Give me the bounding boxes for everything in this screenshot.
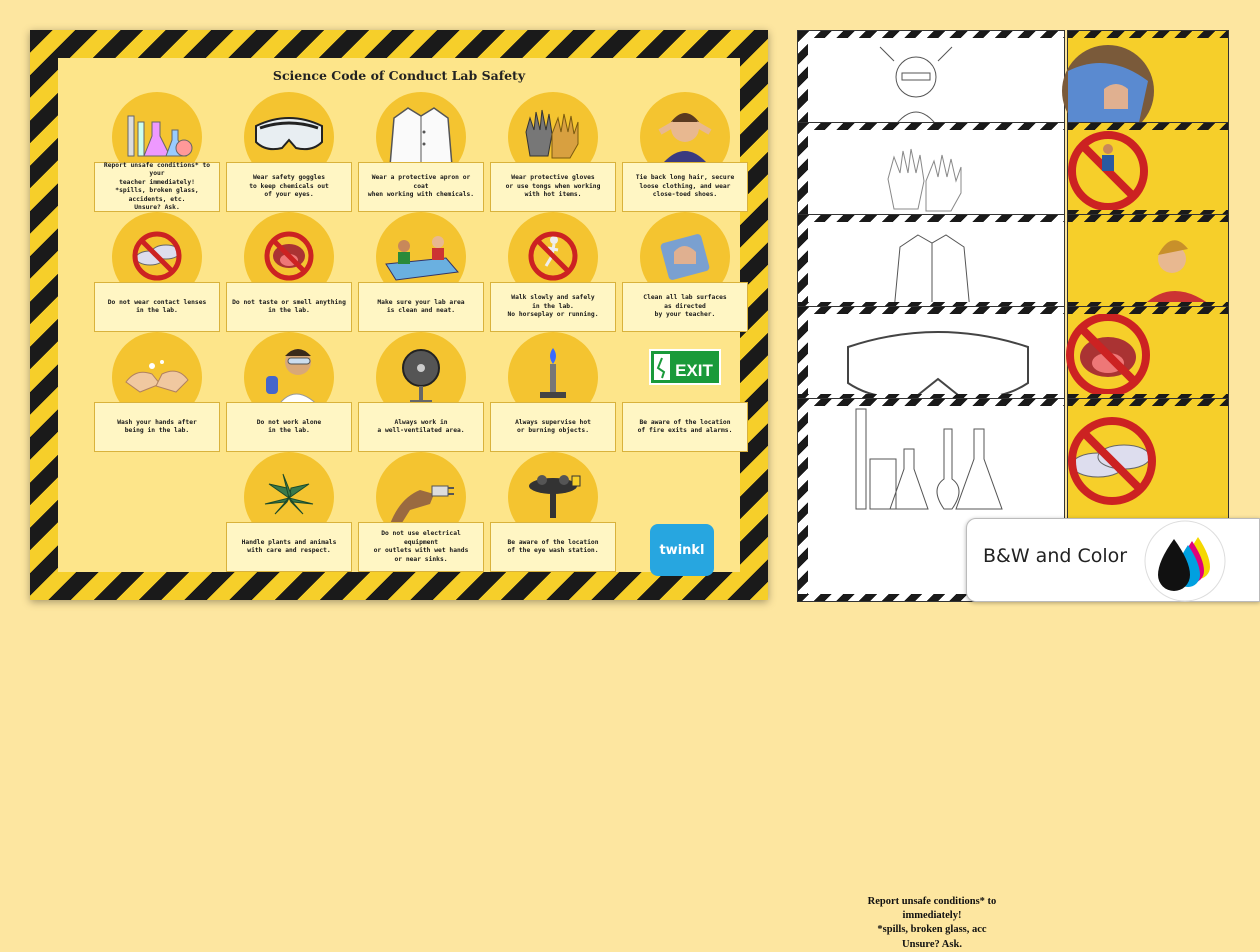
poster-content xyxy=(58,58,740,572)
card-text: Handle plants and animals with care and respect. xyxy=(226,522,352,572)
safety-card xyxy=(358,92,484,212)
safety-card xyxy=(622,332,748,452)
bw-card-tie-hair xyxy=(797,30,1065,126)
card-text: Walk slowly and safely in the lab. No horseplay or running. xyxy=(490,282,616,332)
poster-title: Science Code of Conduct Lab Safety xyxy=(272,68,526,83)
safety-card xyxy=(490,332,616,452)
bw-card-gloves xyxy=(797,122,1065,218)
safety-card xyxy=(94,212,220,332)
card-text: Report unsafe conditions* to your teacher immediately! *spills, broken glass, accidents, etc. Unsure? Ask. xyxy=(94,162,220,212)
card-text: Clean all lab surfaces as directed by your teacher. xyxy=(622,282,748,332)
glassware-outline-icon xyxy=(798,399,1066,519)
exit-label: EXIT xyxy=(675,361,713,380)
bw-card-goggles xyxy=(797,306,1065,402)
gloves-outline-icon xyxy=(798,123,1066,219)
safety-card xyxy=(490,212,616,332)
no-contact-lenses-color-icon xyxy=(1068,399,1230,525)
badge-label: B&W and Color xyxy=(983,545,1128,567)
worksheet-card-text: Report unsafe conditions* to immediately! *spills, broken glass, acc Unsure? Ask. xyxy=(867,896,997,950)
safety-card xyxy=(226,332,352,452)
color-card-no-running xyxy=(1067,122,1229,218)
color-card-no-tasting xyxy=(1067,306,1229,402)
card-text: Do not taste or smell anything in the lab. xyxy=(226,282,352,332)
color-card-no-contacts xyxy=(1067,398,1229,524)
color-card-apron xyxy=(1067,30,1229,126)
safety-card xyxy=(358,332,484,452)
safety-card xyxy=(94,332,220,452)
card-text: Be aware of the location of fire exits and alarms. xyxy=(622,402,748,452)
tie-hair-outline-icon xyxy=(798,31,1066,127)
safety-card xyxy=(622,212,748,332)
safety-card xyxy=(226,92,352,212)
card-text: Do not work alone in the lab. xyxy=(226,402,352,452)
apron-icon xyxy=(1068,31,1230,127)
safety-card xyxy=(490,452,616,572)
card-text: Do not wear contact lenses in the lab. xyxy=(94,282,220,332)
card-text: Make sure your lab area is clean and neat. xyxy=(358,282,484,332)
bw-card-lab-coat xyxy=(797,214,1065,310)
bw-and-color-badge xyxy=(966,518,1260,602)
card-text: Be aware of the location of the eye wash station. xyxy=(490,522,616,572)
card-text: Do not use electrical equipment or outlets with wet hands or near sinks. xyxy=(358,522,484,572)
safety-card xyxy=(358,452,484,572)
card-text: Always work in a well-ventilated area. xyxy=(358,402,484,452)
worksheet-preview-stack xyxy=(797,30,1231,950)
safety-card xyxy=(226,212,352,332)
card-text: Always supervise hot or burning objects. xyxy=(490,402,616,452)
card-text: Wear a protective apron or coat when working with chemicals. xyxy=(358,162,484,212)
lab-coat-outline-icon xyxy=(798,215,1066,311)
color-card-girl xyxy=(1067,214,1229,310)
lab-safety-poster xyxy=(30,30,768,600)
card-text: Wear safety goggles to keep chemicals out of your eyes. xyxy=(226,162,352,212)
safety-card xyxy=(358,212,484,332)
safety-card xyxy=(490,92,616,212)
twinkl-logo: twinkl xyxy=(650,524,714,576)
card-text: Tie back long hair, secure loose clothing, and wear close-toed shoes. xyxy=(622,162,748,212)
card-text: Wash your hands after being in the lab. xyxy=(94,402,220,452)
no-running-color-icon xyxy=(1068,123,1230,219)
safety-card xyxy=(94,92,220,212)
safety-card xyxy=(622,92,748,212)
girl-portrait-icon xyxy=(1068,215,1230,311)
no-tasting-color-icon xyxy=(1068,307,1230,403)
card-text: Wear protective gloves or use tongs when working with hot items. xyxy=(490,162,616,212)
safety-card xyxy=(226,452,352,572)
ink-drops-icon xyxy=(1140,519,1230,603)
goggles-outline-icon xyxy=(798,307,1066,403)
